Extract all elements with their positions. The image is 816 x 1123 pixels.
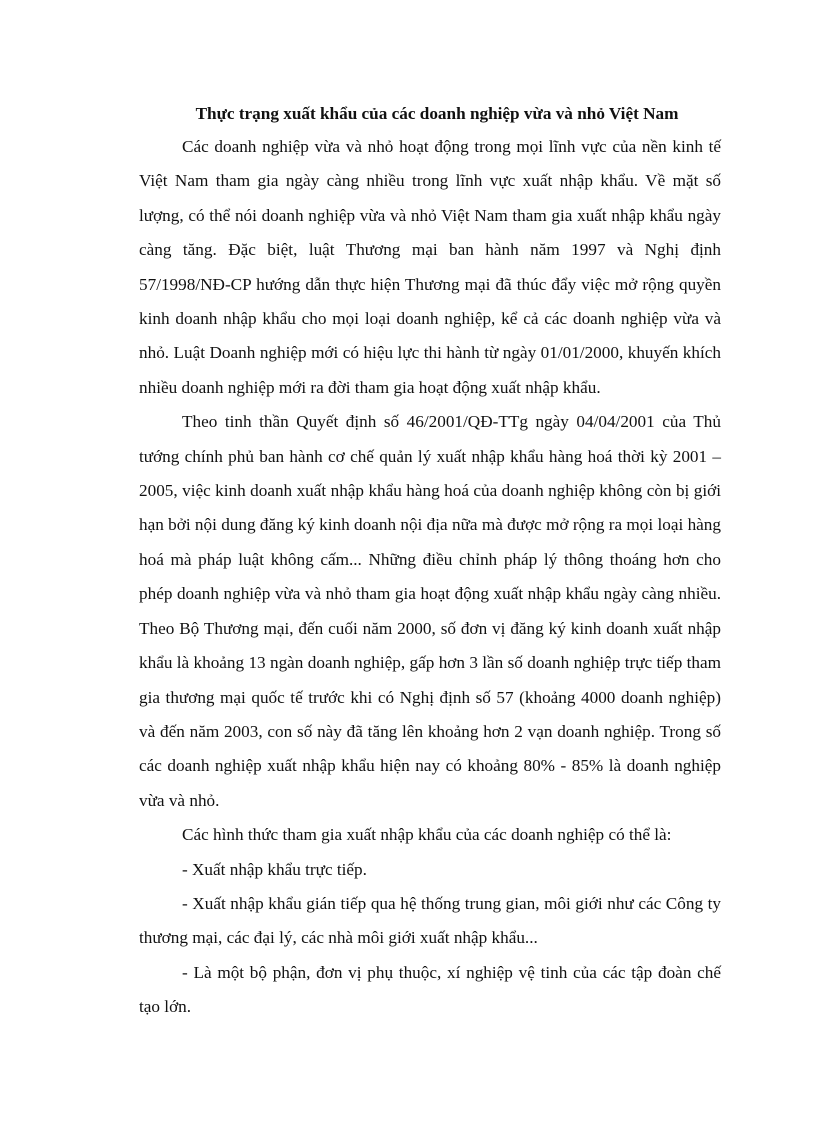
list-item-indirect: - Xuất nhập khẩu gián tiếp qua hệ thống trung gian, môi giới như các Công ty thương mại, các đại lý, các nhà môi giới xuất nhập khẩu...	[139, 893, 721, 948]
paragraph-legal-context: Theo tinh thần Quyết định số 46/2001/QĐ-TTg ngày 04/04/2001 của Thủ tướng chính phủ ban hành cơ chế quản lý xuất nhập khẩu hàng hoá thời kỳ 2001 – 2005, việc kinh doanh xuất nhập khẩu hàng hoá của doanh nghiệp không còn bị giới hạn bởi nội dung đăng ký kinh doanh nội địa nữa mà được mở rộng ra mọi loại hàng hoá mà pháp luật không cấm... Những điều chỉnh pháp lý thông thoáng hơn cho phép doanh nghiệp vừa và nhỏ tham gia hoạt động xuất nhập khẩu ngày càng nhiều. Theo Bộ Thương mại, đến cuối năm 2000, số đơn vị đăng ký kinh doanh xuất nhập khẩu là khoảng 13 ngàn doanh nghiệp, gấp hơn 3 lần số doanh nghiệp trực tiếp tham gia thương mại quốc tế trước khi có Nghị định số 57 (khoảng 4000 doanh nghiệp) và đến năm 2003, con số này đã tăng lên khoảng hơn 2 vạn doanh nghiệp. Trong số các doanh nghiệp xuất nhập khẩu hiện nay có khoảng 80% - 85% là doanh nghiệp vừa và nhỏ.	[139, 412, 721, 810]
list-item-subsidiary: - Là một bộ phận, đơn vị phụ thuộc, xí nghiệp vệ tinh của các tập đoàn chế tạo lớn.	[139, 962, 721, 1017]
list-item-direct: - Xuất nhập khẩu trực tiếp.	[182, 859, 367, 879]
paragraph-intro: Các doanh nghiệp vừa và nhỏ hoạt động trong mọi lĩnh vực của nền kinh tế Việt Nam tham gia ngày càng nhiều trong lĩnh vực xuất nhập khẩu. Về mặt số lượng, có thể nói doanh nghiệp vừa và nhỏ Việt Nam tham gia xuất nhập khẩu ngày càng tăng. Đặc biệt, luật Thương mại ban hành năm 1997 và Nghị định 57/1998/NĐ-CP hướng dẫn thực hiện Thương mại đã thúc đẩy việc mở rộng quyền kinh doanh nhập khẩu cho mọi loại doanh nghiệp, kể cả các doanh nghiệp vừa và nhỏ. Luật Doanh nghiệp mới có hiệu lực thi hành từ ngày 01/01/2000, khuyến khích nhiều doanh nghiệp mới ra đời tham gia hoạt động xuất nhập khẩu.	[139, 137, 721, 397]
paragraph-forms-heading: Các hình thức tham gia xuất nhập khẩu của các doanh nghiệp có thể là:	[182, 825, 672, 845]
document-body	[139, 104, 721, 1025]
document-title: Thực trạng xuất khẩu của các doanh nghiệp vừa và nhỏ Việt Nam	[195, 104, 679, 123]
